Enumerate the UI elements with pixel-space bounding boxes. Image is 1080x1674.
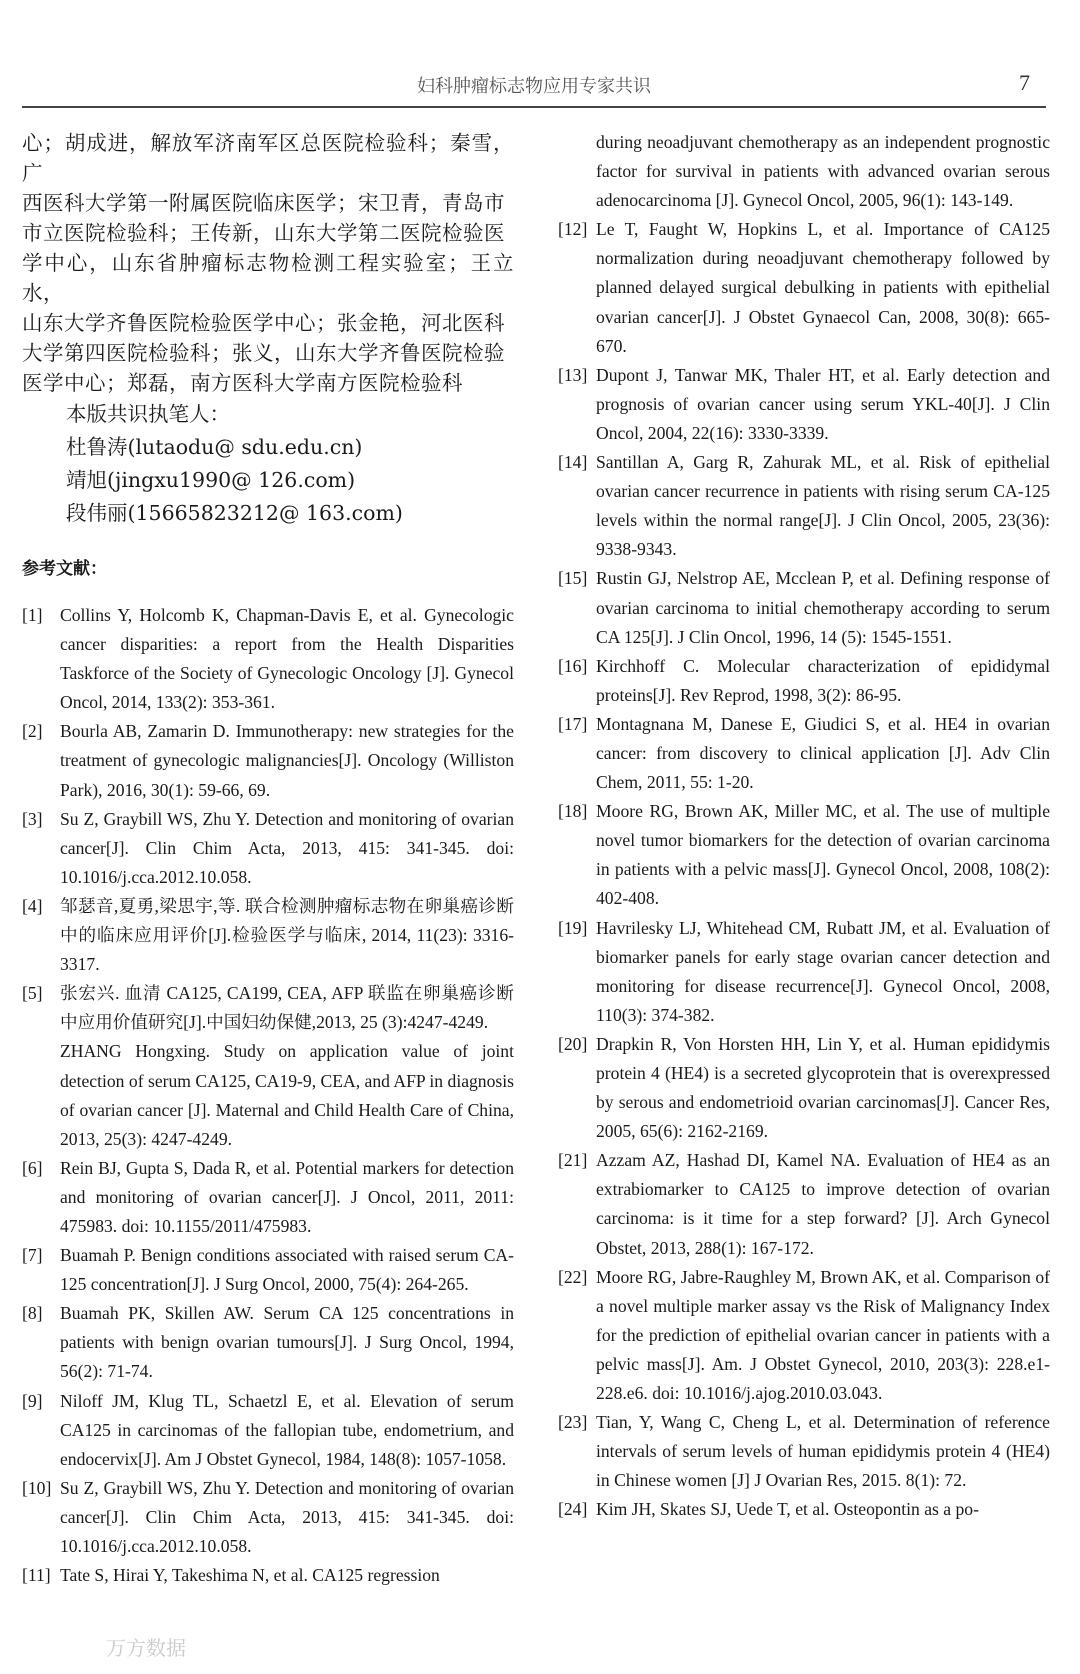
reference-item	[22, 1387, 514, 1474]
reference-list-left	[22, 601, 514, 1590]
reference-text: Moore RG, Jabre-Raughley M, Brown AK, et al. Comparison of a novel multiple marker assay vs the Risk of Malignancy Index for the prediction of epithelial ovarian cancer in patients with a pelvic mass[J]. Am. J Obstet Gynecol, 2010, 203(3): 228.e1-228.e6. doi: 10.1016/j.ajog.2010.03.043.	[596, 1266, 1050, 1404]
contrib-line: 医学中心；郑磊，南方医科大学南方医院检验科	[22, 371, 463, 395]
reference-text: Kirchhoff C. Molecular characterization of epididymal proteins[J]. Rev Reprod, 1998, 3(2): 86-95.	[596, 655, 1050, 705]
reference-translation	[60, 1037, 514, 1153]
reference-item	[22, 805, 514, 892]
reference-text: Drapkin R, Von Horsten HH, Lin Y, et al. Human epididymis protein 4 (HE4) is a secreted glycoprotein that is overexpressed by serous and endometrioid ovarian carcinomas[J]. Cancer Res, 2005, 65(6): 2162-2169.	[596, 1033, 1050, 1142]
reference-number: [14]	[558, 452, 588, 473]
reference-number: [11]	[22, 1565, 51, 1586]
contrib-line: 山东大学齐鲁医院检验医学中心；张金艳，河北医科	[22, 311, 505, 335]
reference-number: [3]	[22, 808, 43, 829]
reference-text: Buamah P. Benign conditions associated with raised serum CA-125 concentration[J]. J Surg Oncol, 2000, 75(4): 264-265.	[60, 1245, 514, 1295]
writer-entry: 靖旭(jingxu1990@ 126.com)	[66, 468, 356, 492]
contrib-line: 西医科大学第一附属医院临床医学；宋卫青，青岛市	[22, 191, 505, 215]
reference-number: [12]	[558, 219, 588, 240]
running-header	[22, 62, 1046, 108]
reference-text: Kim JH, Skates SJ, Uede T, et al. Osteopontin as a po-	[596, 1499, 979, 1520]
reference-text: Moore RG, Brown AK, Miller MC, et al. The use of multiple novel tumor biomarkers for the detection of ovarian carcinoma in patients with a pelvic mass[J]. Gynecol Oncol, 2008, 108(2): 402-408.	[596, 801, 1050, 909]
reference-item	[558, 1146, 1050, 1262]
reference-number: [24]	[558, 1499, 588, 1520]
reference-item	[22, 717, 514, 804]
reference-text: Dupont J, Tanwar MK, Thaler HT, et al. Early detection and prognosis of ovarian cancer using serum YKL-40[J]. J Clin Oncol, 2004, 22(16): 3330-3339.	[596, 364, 1050, 443]
writer-entry: 杜鲁涛(lutaodu@ sdu.edu.cn)	[66, 435, 363, 459]
reference-item	[558, 652, 1050, 710]
reference-number: [20]	[558, 1033, 588, 1054]
reference-text: Rustin GJ, Nelstrop AE, Mcclean P, et al. Defining response of ovarian carcinoma to initial chemotherapy according to serum CA 125[J]. J Clin Oncol, 1996, 14 (5): 1545-1551.	[596, 568, 1050, 647]
reference-item	[22, 892, 514, 979]
reference-item	[558, 1263, 1050, 1408]
page-number: 7	[1019, 70, 1030, 95]
reference-text: Su Z, Graybill WS, Zhu Y. Detection and monitoring of ovarian cancer[J]. Clin Chim Acta, 2013, 415: 341-345. doi: 10.1016/j.cca.2012.10.058.	[60, 808, 514, 887]
reference-text: during neoadjuvant chemotherapy as an independent prognostic factor for survival in patients with advanced ovarian serous adenocarcinoma [J]. Gynecol Oncol, 2005, 96(1): 143-149.	[596, 132, 1050, 211]
reference-text: Buamah PK, Skillen AW. Serum CA 125 concentrations in patients with benign ovarian tumours[J]. J Surg Oncol, 1994, 56(2): 71-74.	[60, 1303, 514, 1382]
reference-number: [17]	[558, 713, 588, 734]
reference-text-english: ZHANG Hongxing. Study on application value of joint detection of serum CA125, CA19-9, CEA, and AFP in diagnosis of ovarian cancer [J]. Maternal and Child Health Care of China, 2013, 25(3): 4247-4249.	[60, 1041, 514, 1149]
reference-number: [9]	[22, 1390, 43, 1411]
reference-item	[558, 564, 1050, 651]
reference-item	[22, 1561, 514, 1590]
reference-text: Santillan A, Garg R, Zahurak ML, et al. Risk of epithelial ovarian cancer recurrence in patients with rising serum CA-125 levels within the normal range[J]. J Clin Oncol, 2005, 23(36): 9338-9343.	[596, 452, 1050, 560]
reference-item	[558, 448, 1050, 564]
reference-text: Bourla AB, Zamarin D. Immunotherapy: new strategies for the treatment of gynecologic malignancies[J]. Oncology (Williston Park), 2016, 30(1): 59-66, 69.	[60, 721, 514, 800]
left-column	[22, 128, 514, 1590]
reference-list-right	[558, 128, 1050, 1525]
reference-text: Collins Y, Holcomb K, Chapman-Davis E, et al. Gynecologic cancer disparities: a report from the Health Disparities Taskforce of the Society of Gynecologic Oncology [J]. Gynecol Oncol, 2014, 133(2): 353-361.	[60, 605, 514, 713]
reference-item	[22, 1474, 514, 1561]
references-heading: 参考文献：	[22, 559, 107, 579]
reference-text: Rein BJ, Gupta S, Dada R, et al. Potential markers for detection and monitoring of ovarian cancer[J]. J Oncol, 2011, 2011: 475983. doi: 10.1155/2011/475983.	[60, 1157, 514, 1236]
reference-number: [15]	[558, 568, 588, 589]
writers-label: 本版共识执笔人：	[66, 402, 230, 426]
reference-number: [16]	[558, 655, 588, 676]
reference-number: [4]	[22, 895, 43, 916]
reference-number	[558, 128, 596, 215]
reference-item	[22, 1241, 514, 1299]
reference-item	[558, 914, 1050, 1030]
reference-number: [10]	[22, 1477, 52, 1498]
reference-item	[558, 710, 1050, 797]
reference-item	[558, 1495, 1050, 1524]
reference-number: [7]	[22, 1245, 43, 1266]
reference-text: Tian, Y, Wang C, Cheng L, et al. Determination of reference intervals of serum levels of human epididymis protein 4 (HE4) in Chinese women [J] J Ovarian Res, 2015. 8(1): 72.	[596, 1412, 1050, 1491]
contrib-line: 大学第四医院检验科；张义，山东大学齐鲁医院检验	[22, 341, 505, 365]
right-column	[558, 128, 1050, 1525]
watermark: 万方数据	[106, 1636, 186, 1660]
reference-number: [2]	[22, 721, 43, 742]
reference-text: Niloff JM, Klug TL, Schaetzl E, et al. Elevation of serum CA125 in carcinomas of the fallopian tube, endometrium, and endocervix[J]. Am J Obstet Gynecol, 1984, 148(8): 1057-1058.	[60, 1390, 514, 1469]
reference-item	[22, 601, 514, 717]
reference-text: 邹瑟音,夏勇,梁思宇,等. 联合检测肿瘤标志物在卵巢癌诊断中的临床应用评价[J].检验医学与临床, 2014, 11(23): 3316-3317.	[60, 895, 514, 975]
reference-item	[558, 797, 1050, 913]
reference-number: [23]	[558, 1412, 588, 1433]
contributors-block	[22, 128, 514, 398]
reference-number: [22]	[558, 1266, 588, 1287]
reference-item	[22, 1154, 514, 1241]
reference-number: [19]	[558, 917, 588, 938]
contrib-line: 心；胡成进，解放军济南军区总医院检验科；秦雪，广	[22, 131, 514, 185]
reference-number: [5]	[22, 983, 43, 1004]
reference-number: [18]	[558, 801, 588, 822]
reference-number: [21]	[558, 1150, 588, 1171]
reference-item	[558, 361, 1050, 448]
reference-item	[22, 979, 514, 1037]
reference-text: Su Z, Graybill WS, Zhu Y. Detection and monitoring of ovarian cancer[J]. Clin Chim Acta, 2013, 415: 341-345. doi: 10.1016/j.cca.2012.10.058.	[60, 1477, 514, 1556]
contrib-line: 学中心，山东省肿瘤标志物检测工程实验室；王立水，	[22, 251, 514, 305]
reference-item-continued	[558, 128, 1050, 215]
reference-item	[558, 1408, 1050, 1495]
reference-text: Azzam AZ, Hashad DI, Kamel NA. Evaluation of HE4 as an extrabiomarker to CA125 to improve detection of ovarian carcinoma: is it time for a step forward? [J]. Arch Gynecol Obstet, 2013, 288(1): 167-172.	[596, 1150, 1050, 1258]
journal-running-title: 妇科肿瘤标志物应用专家共识	[417, 76, 651, 97]
reference-item	[22, 1299, 514, 1386]
reference-text: Havrilesky LJ, Whitehead CM, Rubatt JM, et al. Evaluation of biomarker panels for early stage ovarian cancer detection and monitoring for disease recurrence[J]. Gynecol Oncol, 2008, 110(3): 374-382.	[596, 917, 1050, 1025]
writer-entry: 段伟丽(15665823212@ 163.com)	[66, 501, 403, 525]
reference-number: [13]	[558, 364, 588, 385]
reference-number: [6]	[22, 1157, 43, 1178]
contrib-line: 市立医院检验科；王传新，山东大学第二医院检验医	[22, 221, 505, 245]
reference-text: Tate S, Hirai Y, Takeshima N, et al. CA125 regression	[60, 1565, 440, 1586]
reference-text: 张宏兴. 血清 CA125, CA199, CEA, AFP 联监在卵巢癌诊断中应用价值研究[J].中国妇幼保健,2013, 25 (3):4247-4249.	[60, 983, 514, 1033]
reference-text: Montagnana M, Danese E, Giudici S, et al. HE4 in ovarian cancer: from discovery to clinical application [J]. Adv Clin Chem, 2011, 55: 1-20.	[596, 713, 1050, 793]
reference-text: Le T, Faught W, Hopkins L, et al. Importance of CA125 normalization during neoadjuvant chemotherapy followed by planned delayed surgical debulking in patients with epithelial ovarian cancer[J]. J Obstet Gynaecol Can, 2008, 30(8): 665-670.	[596, 219, 1050, 356]
reference-number: [8]	[22, 1303, 43, 1324]
reference-number: [1]	[22, 605, 43, 625]
reference-item	[558, 1030, 1050, 1146]
reference-item	[558, 215, 1050, 360]
